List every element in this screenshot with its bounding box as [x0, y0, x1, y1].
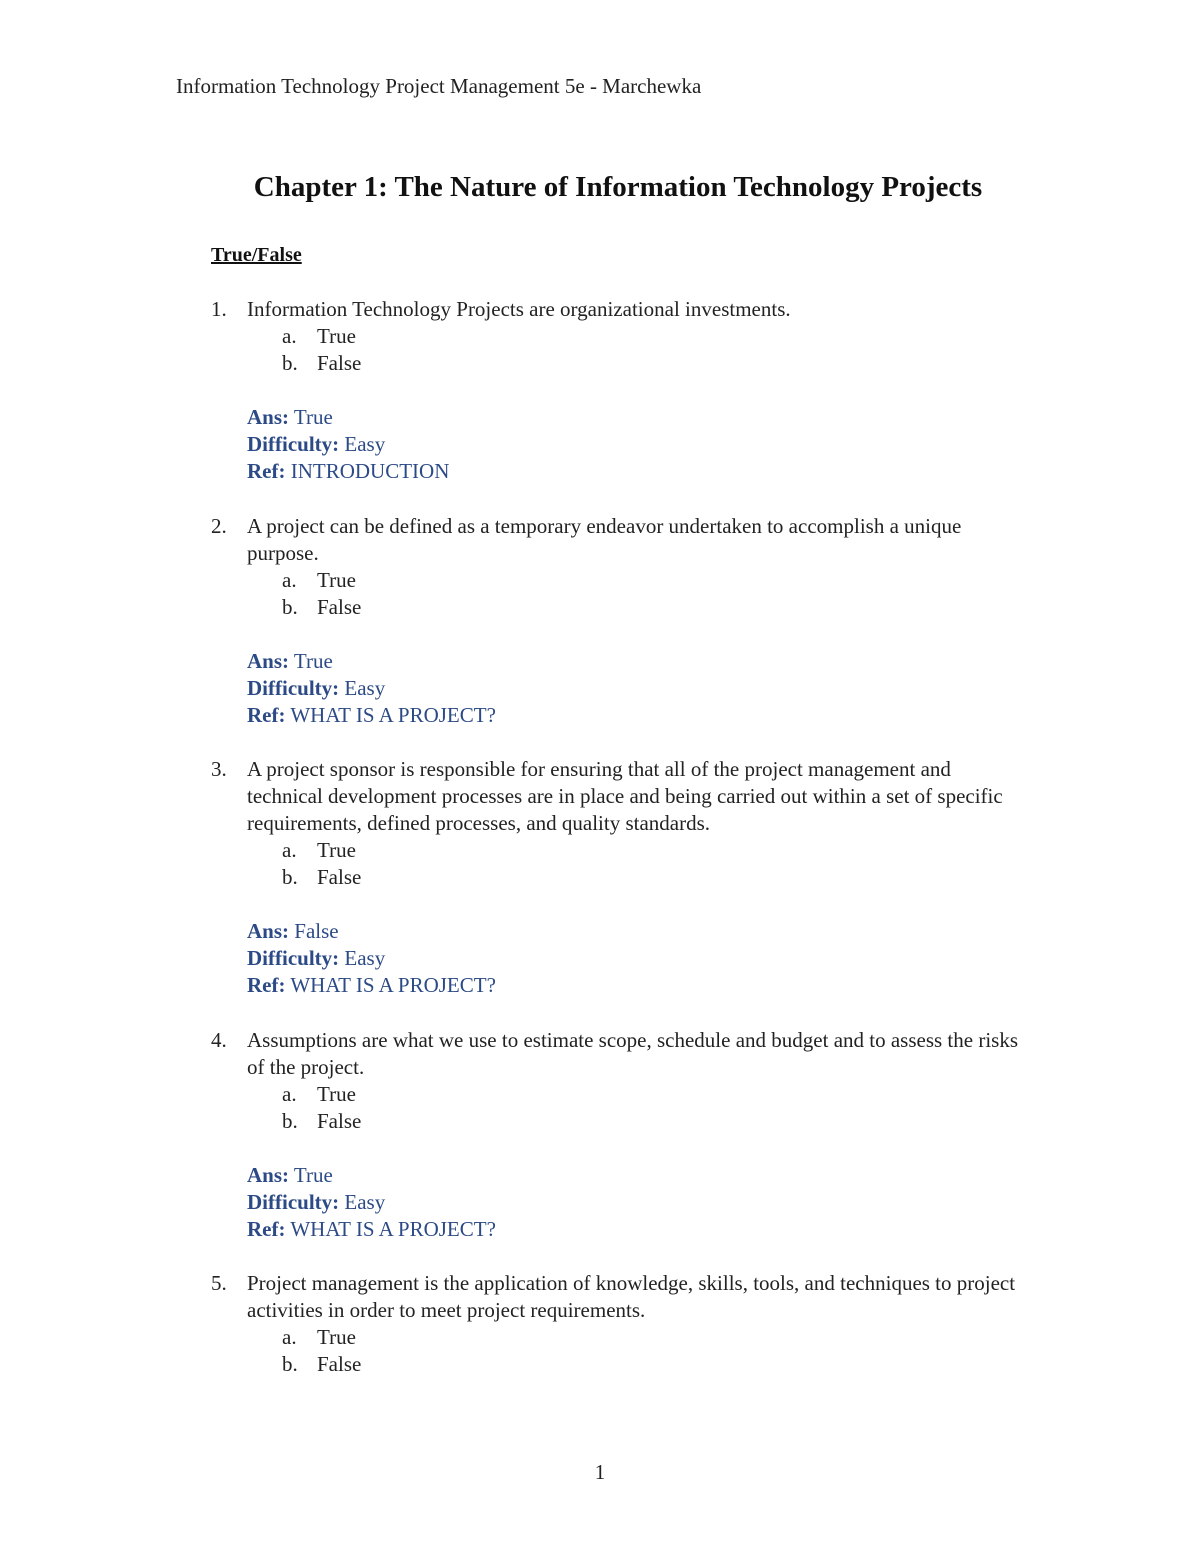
question-text: Information Technology Projects are organizational investments.: [247, 297, 791, 321]
choice-text: True: [317, 324, 356, 348]
difficulty-line: [247, 675, 1200, 702]
question-text: Project management is the application of knowledge, skills, tools, and techniques to project activities in order to meet project requirements.: [247, 1271, 1016, 1322]
question-4: [0, 1027, 1200, 1243]
ans-label: Ans:: [247, 919, 290, 943]
difficulty-line: [247, 431, 1200, 458]
ref-label: Ref:: [247, 1217, 286, 1241]
question-text: A project sponsor is responsible for ensuring that all of the project management and technical development processes are in place and being carried out within a set of specific requirements, defined processes, and quality standards.: [247, 757, 1003, 835]
ref-label: Ref:: [247, 459, 286, 483]
choice-letter: b.: [282, 1109, 298, 1133]
question-number: 3.: [211, 757, 227, 781]
choice-list: [0, 323, 1200, 377]
choice-a: [0, 1081, 1200, 1108]
choice-text: False: [317, 1352, 362, 1376]
question-number: 2.: [211, 514, 227, 538]
chapter-title: Chapter 1: The Nature of Information Technology Projects: [253, 171, 983, 203]
ans-value: False: [294, 919, 339, 943]
ans-label: Ans:: [247, 649, 290, 673]
choice-list: [0, 1324, 1200, 1378]
ref-line: [247, 972, 1200, 999]
difficulty-line: [247, 945, 1200, 972]
choice-letter: b.: [282, 865, 298, 889]
ref-value: WHAT IS A PROJECT?: [290, 1217, 496, 1241]
answer-line: [247, 648, 1200, 675]
ref-value: WHAT IS A PROJECT?: [290, 703, 496, 727]
answer-line: [247, 404, 1200, 431]
ans-label: Ans:: [247, 1163, 290, 1187]
difficulty-label: Difficulty:: [247, 946, 340, 970]
ans-label: Ans:: [247, 405, 290, 429]
choice-letter: a.: [282, 1325, 297, 1349]
choice-text: False: [317, 595, 362, 619]
choice-b: [0, 594, 1200, 621]
choice-letter: a.: [282, 324, 297, 348]
answer-block: [247, 404, 1200, 485]
answer-block: [247, 1162, 1200, 1243]
answer-line: [247, 1162, 1200, 1189]
difficulty-line: [247, 1189, 1200, 1216]
choice-list: [0, 1081, 1200, 1135]
difficulty-value: Easy: [344, 1190, 386, 1214]
choice-letter: b.: [282, 1352, 298, 1376]
running-header: Information Technology Project Management 5e - Marchewka: [176, 74, 702, 98]
ref-line: [247, 702, 1200, 729]
ref-label: Ref:: [247, 973, 286, 997]
difficulty-label: Difficulty:: [247, 676, 340, 700]
difficulty-value: Easy: [344, 946, 386, 970]
choice-b: [0, 1108, 1200, 1135]
choice-letter: b.: [282, 595, 298, 619]
difficulty-label: Difficulty:: [247, 432, 340, 456]
ans-value: True: [293, 649, 333, 673]
choice-a: [0, 567, 1200, 594]
choice-list: [0, 567, 1200, 621]
choice-letter: a.: [282, 568, 297, 592]
choice-letter: a.: [282, 838, 297, 862]
ref-line: [247, 458, 1200, 485]
choice-text: False: [317, 865, 362, 889]
choice-a: [0, 837, 1200, 864]
ref-label: Ref:: [247, 703, 286, 727]
ref-value: INTRODUCTION: [290, 459, 450, 483]
choice-text: True: [317, 1082, 356, 1106]
question-3: [0, 756, 1200, 999]
choice-text: True: [317, 568, 356, 592]
ref-value: WHAT IS A PROJECT?: [290, 973, 496, 997]
choice-text: True: [317, 1325, 356, 1349]
choice-text: False: [317, 351, 362, 375]
answer-block: [247, 918, 1200, 999]
difficulty-value: Easy: [344, 432, 386, 456]
question-number: 1.: [211, 297, 227, 321]
ans-value: True: [293, 405, 333, 429]
page-number: 1: [594, 1460, 606, 1484]
choice-a: [0, 323, 1200, 350]
question-number: 4.: [211, 1028, 227, 1052]
choice-b: [0, 350, 1200, 377]
ans-value: True: [293, 1163, 333, 1187]
choice-text: False: [317, 1109, 362, 1133]
ref-line: [247, 1216, 1200, 1243]
choice-list: [0, 837, 1200, 891]
question-text: A project can be defined as a temporary endeavor undertaken to accomplish a unique purpose.: [247, 514, 962, 565]
choice-letter: b.: [282, 351, 298, 375]
question-number: 5.: [211, 1271, 227, 1295]
question-2: [0, 513, 1200, 729]
answer-line: [247, 918, 1200, 945]
question-text: Assumptions are what we use to estimate scope, schedule and budget and to assess the risks of the project.: [247, 1028, 1019, 1079]
choice-b: [0, 864, 1200, 891]
question-1: [0, 296, 1200, 485]
choice-a: [0, 1324, 1200, 1351]
choice-letter: a.: [282, 1082, 297, 1106]
difficulty-label: Difficulty:: [247, 1190, 340, 1214]
difficulty-value: Easy: [344, 676, 386, 700]
choice-text: True: [317, 838, 356, 862]
question-5: [0, 1270, 1200, 1378]
answer-block: [247, 648, 1200, 729]
choice-b: [0, 1351, 1200, 1378]
section-heading: True/False: [211, 244, 302, 266]
